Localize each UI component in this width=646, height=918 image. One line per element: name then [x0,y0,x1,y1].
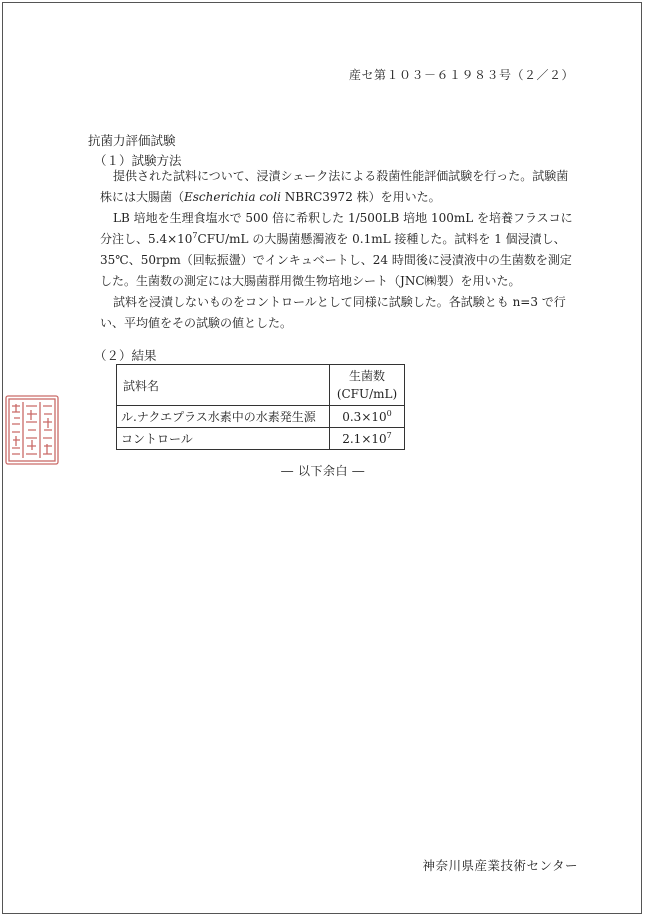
column-header-count: 生菌数 (CFU/mL) [330,365,405,406]
sample-name-cell: ル.ナクエプラス水素中の水素発生源 [117,406,330,428]
sample-name-cell: コントロール [117,428,330,450]
count-cell: $2.1\times 10^7$ [330,428,405,450]
table-row [117,428,405,450]
species-name: Escherichia coli [184,190,281,204]
results-heading: （２）結果 [94,348,157,363]
method-body [100,166,580,334]
table-row [117,406,405,428]
method-paragraph-1: 提供された試料について、浸漬シェーク法による殺菌性能評価試験を行った。試験菌株には大腸菌（Escherichia coli NBRC3972 株）を用いた。 [100,169,569,204]
method-paragraph-2: LB 培地を生理食塩水で 500 倍に希釈した 1/500LB 培地 100mL を培養フラスコに分注し、$5.4\times 10^7CFU/mL$ の大腸菌懸濁液を 0.1mL 接種した。試料を 1 個浸漬し、35℃、50rpm（回転振盪）でインキュベートし、24 時間後に浸漬液中の生菌数を測定した。生菌数の測定には大腸菌群用微生物培地シート（JNC㈱製）を用いた。 [100,211,573,288]
table-header-row [117,365,405,406]
end-of-content-note: ― 以下余白 ― [281,464,365,478]
issuing-organization: 神奈川県産業技術センター [422,858,578,873]
method-heading: （１）試験方法 [94,153,182,168]
method-paragraph-3: 試料を浸漬しないものをコントロールとして同様に試験した。各試験とも n=3 で行い、平均値をその試験の値とした。 [100,295,566,330]
results-table [116,364,405,450]
official-seal-stamp [4,394,60,466]
column-header-sample: 試料名 [117,365,330,406]
count-cell: $0.3\times 10^0$ [330,406,405,428]
document-number: 産セ第１０３－６１９８３号（２／２） [348,68,574,82]
section-title: 抗菌力評価試験 [88,133,176,148]
